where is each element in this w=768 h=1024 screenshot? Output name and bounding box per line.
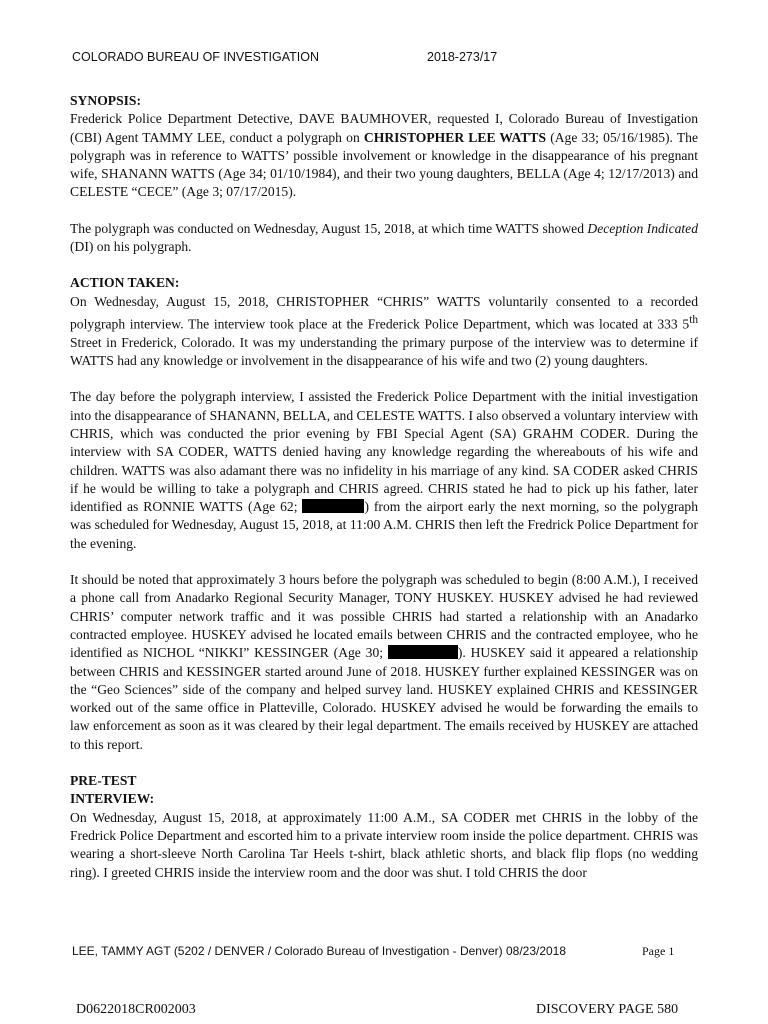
action-paragraph-2: The day before the polygraph interview, I assisted the Frederick Police Department with the initial investigation into the disappearance of SHANANN, BELLA, and CELESTE WATTS. I also observed a voluntary interview with CHRIS, which was conducted the prior evening by FBI Special Agent (SA) GRAHM CODER. During the interview with SA CODER, WATTS denied having any knowledge regarding the whereabouts of his wife and children. WATTS was also adamant there was no infidelity in his marriage of any kind. SA CODER asked CHRIS if he would be willing to take a polygraph and CHRIS agreed. CHRIS stated he had to pick up his father, later identified as RONNIE WATTS (Age 62; ) from the airport early the next morning, so the polygraph was scheduled for Wednesday, August 15, 2018, at 11:00 A.M. CHRIS then left the Fredrick Police Department for the evening. — [70, 389, 698, 551]
synopsis-paragraph-2: The polygraph was conducted on Wednesday, August 15, 2018, at which time WATTS showed Deception Indicated (DI) on his polygraph. — [70, 220, 699, 255]
action-paragraph-3: It should be noted that approximately 3 hours before the polygraph was scheduled to begin (8:00 A.M.), I received a phone call from Anadarko Regional Security Manager, TONY HUSKEY. HUSKEY advised he had reviewed CHRIS’ computer network traffic and it was possible CHRIS had started a relationship with an Anadarko contracted employee. HUSKEY advised he located emails between CHRIS and the contracted employee, who he identified as NICHOL “NIKKI” KESSINGER (Age 30; ). HUSKEY said it appeared a relationship between CHRIS and KESSINGER started around June of 2018. HUSKEY further explained KESSINGER was on the “Geo Sciences” side of the company and helped survey land. HUSKEY explained CHRIS and KESSINGER worked out of the same office in Platteville, Colorado. HUSKEY advised he would be forwarding the emails to law enforcement as soon as it was cleared by their legal department. The emails received by HUSKEY are attached to this report. — [70, 572, 698, 752]
polygraph-result: Deception Indicated — [587, 220, 699, 236]
synopsis-heading: SYNOPSIS: — [70, 93, 142, 108]
header-agency: COLORADO BUREAU OF INVESTIGATION — [72, 50, 320, 64]
header-case-number: 2018-273/17 — [427, 50, 498, 64]
pretest-heading: PRE-TEST INTERVIEW: — [70, 773, 155, 807]
synopsis-paragraph-1: Frederick Police Department Detective, DAVE BAUMHOVER, requested I, Colorado Bureau of Investigation (CBI) Agent TAMMY LEE, conduct a polygraph on CHRISTOPHER LEE WATTS (Age 33; 05/16/1985). The polygraph was in reference to WATTS’ possible involvement or knowledge in the disappearance of his pregnant wife, SHANANN WATTS (Age 34; 01/10/1984), and their two young daughters, BELLA (Age 4; 12/17/2013) and CELESTE “CECE” (Age 3; 07/17/2015). — [70, 111, 699, 200]
action-heading: ACTION TAKEN: — [70, 275, 180, 291]
report-body — [70, 92, 698, 882]
redaction-box — [302, 499, 364, 513]
redaction-box — [388, 645, 458, 659]
subject-name: CHRISTOPHER LEE WATTS — [363, 129, 547, 145]
discovery-page: DISCOVERY PAGE 580 — [536, 1002, 679, 1017]
document-id: D0622018CR002003 — [76, 1002, 196, 1017]
footer-page-number: Page 1 — [642, 944, 675, 958]
pretest-paragraph-1: On Wednesday, August 15, 2018, at approximately 11:00 A.M., SA CODER met CHRIS in the lobby of the Fredrick Police Department and escorted him to a private interview room inside the police department. CHRIS was wearing a short-sleeve North Carolina Tar Heels t-shirt, black athletic shorts, and black flip flops (no wedding ring). I greeted CHRIS inside the interview room and the door was shut. I told CHRIS the door — [70, 809, 698, 880]
footer-author: LEE, TAMMY AGT (5202 / DENVER / Colorado Bureau of Investigation - Denver) 08/23/2018 — [72, 944, 567, 958]
action-paragraph-1: On Wednesday, August 15, 2018, CHRISTOPHER “CHRIS” WATTS voluntarily consented to a recorded polygraph interview. The interview took place at the Frederick Police Department, which was located at 333 5th Street in Frederick, Colorado. It was my understanding the primary purpose of the interview was to determine if WATTS had any knowledge or involvement in the disappearance of his wife and two (2) young daughters. — [70, 293, 698, 369]
